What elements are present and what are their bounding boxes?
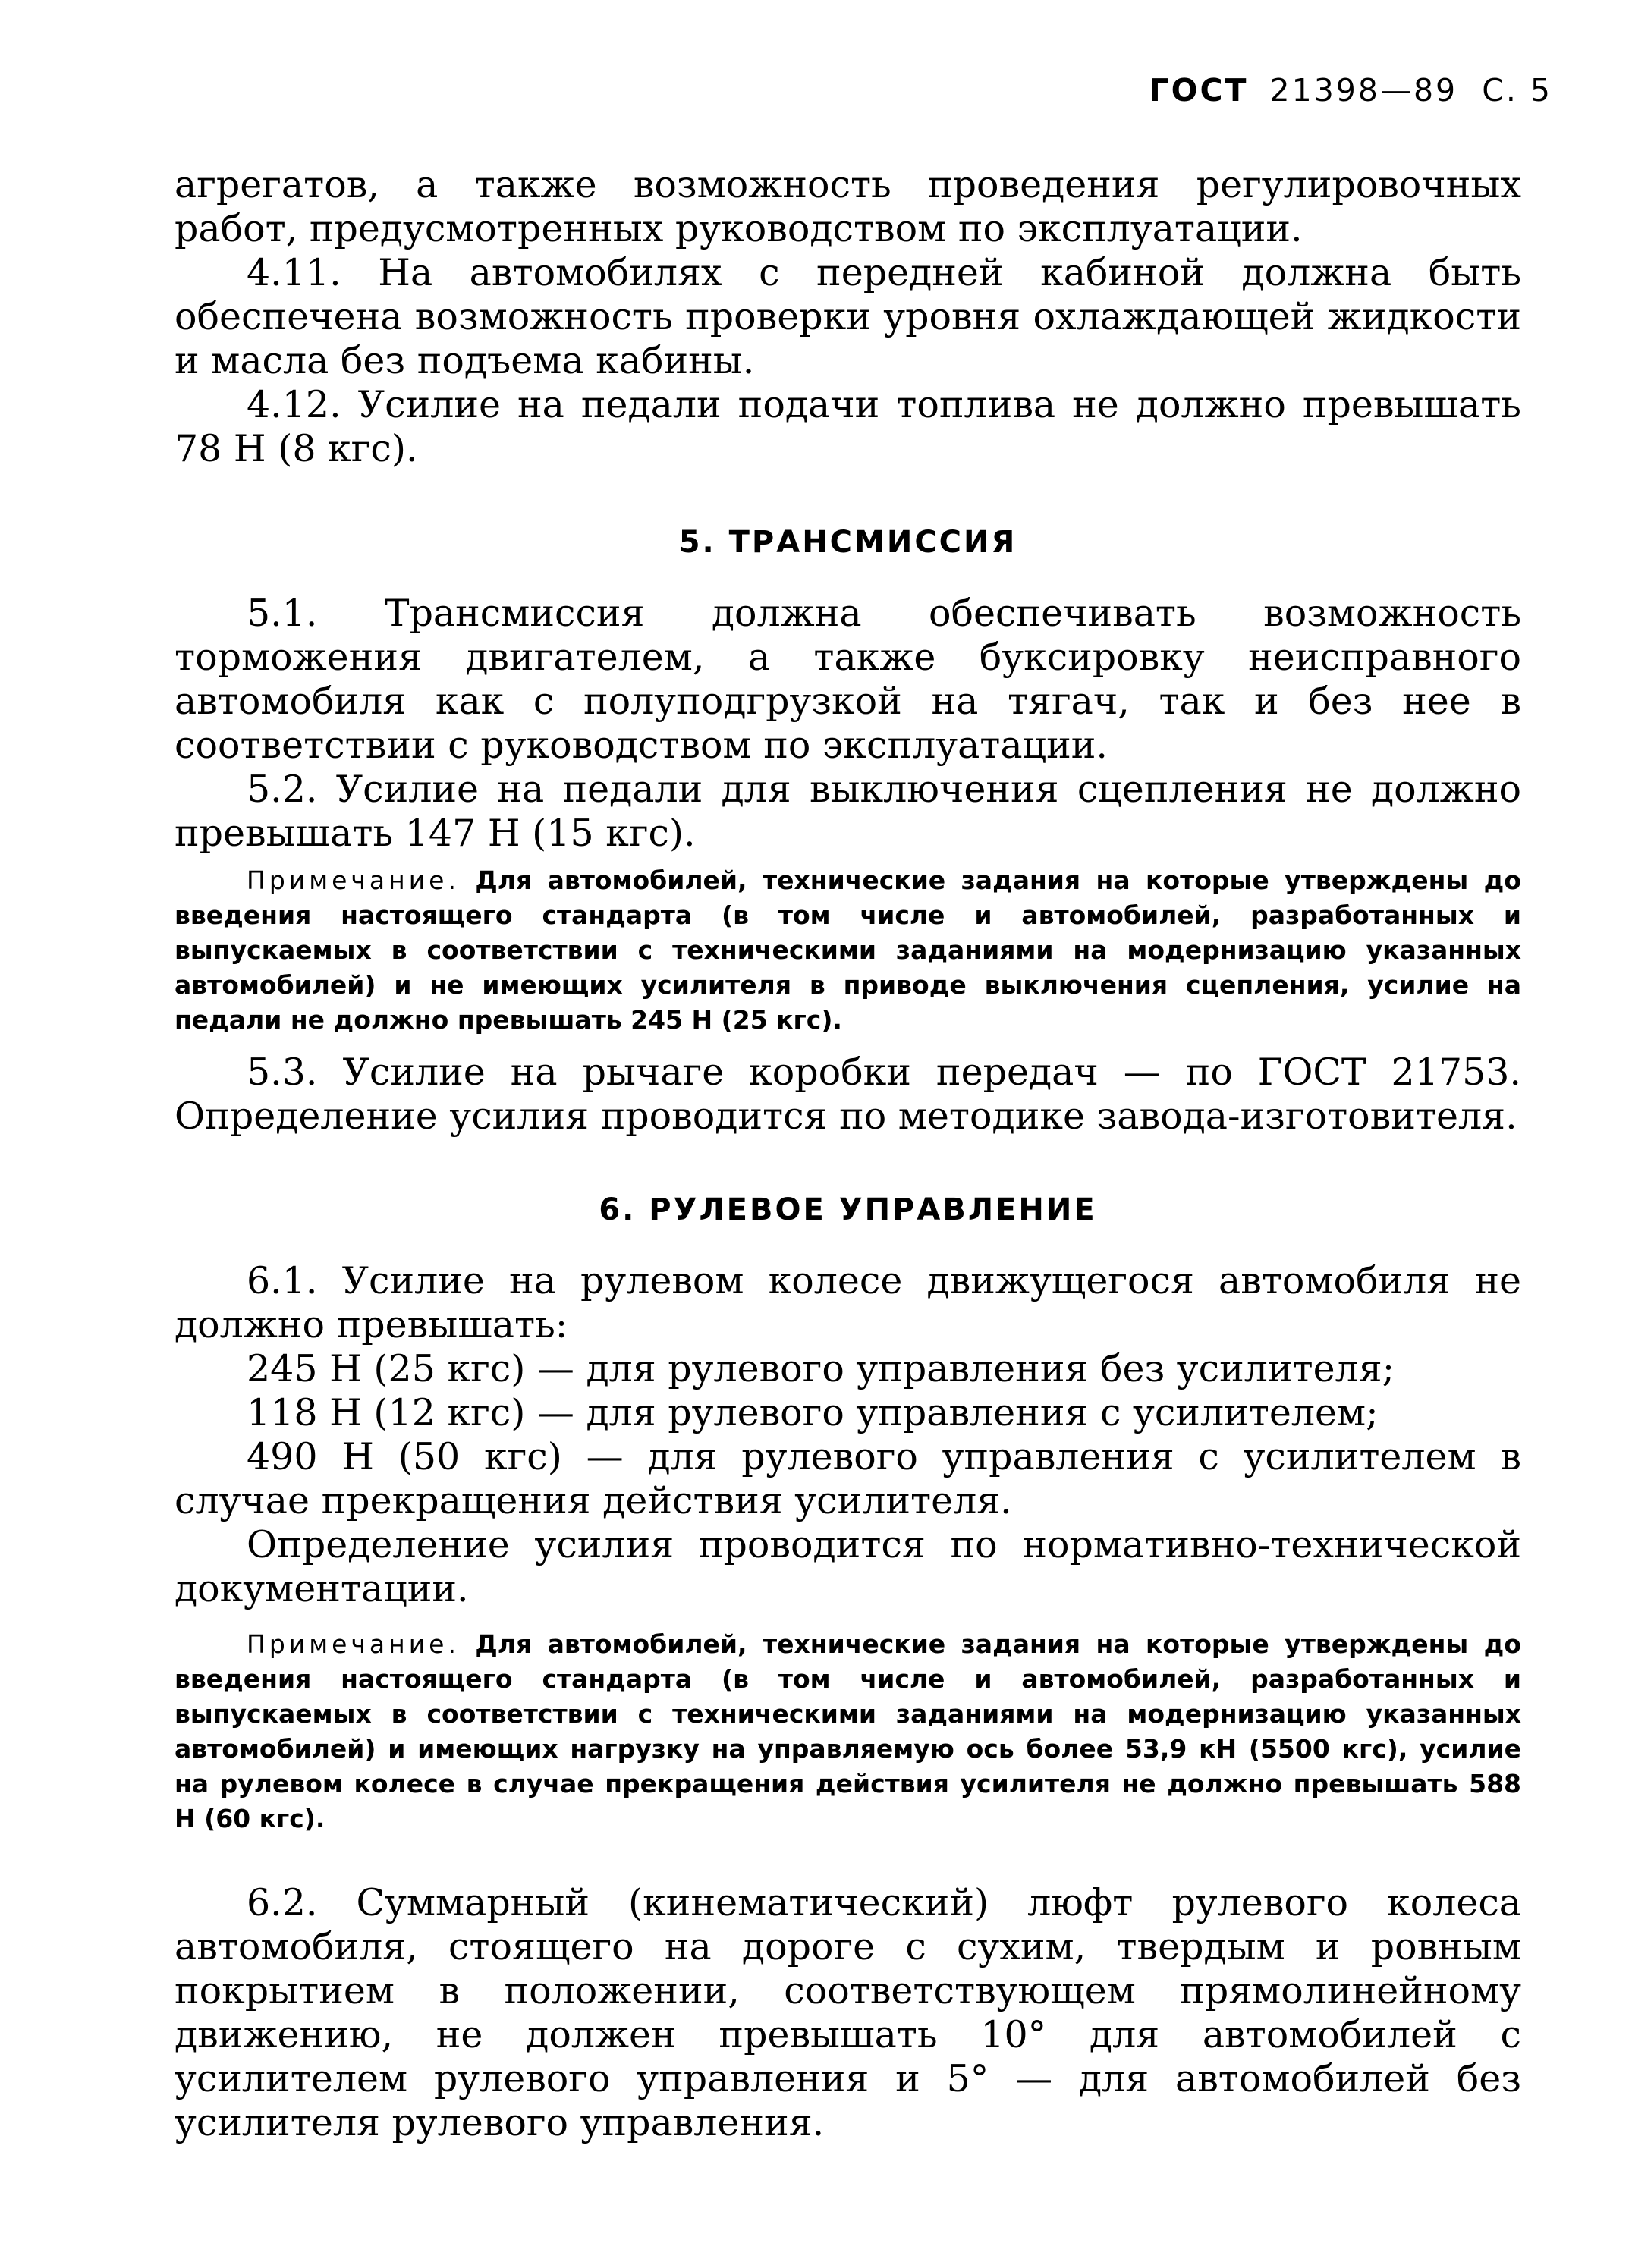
header-page-number: С. 5 (1482, 72, 1552, 108)
note-5-2 (175, 863, 1521, 1038)
paragraph-5-1: 5.1. Трансмиссия должна обеспечивать возможность торможения двигателем, а также буксировку неисправного автомобиля как с полуподгрузкой на тягач, так и без нее в соответствии с руководством по эксплуатации. (175, 592, 1521, 767)
note-text: Для автомобилей, технические задания на которые утверждены до введения настоящего стандарта (в том числе и автомобилей, разработанных и выпускаемых в соответствии с техническими заданиями на модернизацию указанных автомобилей) и не имеющих усилителя в приводе выключения сцепления, усилие на педали не должно превышать 245 Н (25 кгс). (175, 865, 1521, 1035)
paragraph-4-12: 4.12. Усилие на педали подачи топлива не должно превышать 78 Н (8 кгс). (175, 383, 1521, 470)
section-6-body (175, 1259, 1521, 1611)
header-standard-number: 21398—89 (1269, 72, 1458, 108)
paragraph-5-3-block (175, 1051, 1521, 1139)
paragraph-4-11: 4.11. На автомобилях с передней кабиной должна быть обеспечена возможность проверки уровня охлаждающей жидкости и масла без подъема кабины. (175, 251, 1521, 382)
list-item: 490 Н (50 кгс) — для рулевого управления с усилителем в случае прекращения действия усилителя. (175, 1435, 1521, 1522)
paragraph-6-2: 6.2. Суммарный (кинематический) люфт рулевого колеса автомобиля, стоящего на дороге с сухим, твердым и ровным покрытием в положении, соответствующем прямолинейному движению, не должен превышать 10° для автомобилей с усилителем рулевого управления и 5° — для автомобилей без усилителя рулевого управления. (175, 1881, 1521, 2144)
note-6-1 (175, 1627, 1521, 1836)
section-4-continuation (175, 163, 1521, 471)
paragraph-definition: Определение усилия проводится по нормативно-технической документации. (175, 1523, 1521, 1610)
paragraph-5-2: 5.2. Усилие на педали для выключения сцепления не должно превышать 147 Н (15 кгс). (175, 768, 1521, 855)
paragraph-continuation: агрегатов, а также возможность проведения регулировочных работ, предусмотренных руководством по эксплуатации. (175, 163, 1521, 250)
paragraph-6-1: 6.1. Усилие на рулевом колесе движущегося автомобиля не должно превышать: (175, 1259, 1521, 1346)
note-label: Примечание. (247, 865, 460, 895)
section-5-title: 5. ТРАНСМИССИЯ (678, 525, 1017, 560)
note-text: Для автомобилей, технические задания на которые утверждены до введения настоящего стандарта (в том числе и автомобилей, разработанных и выпускаемых в соответствии с техническими заданиями на модернизацию указанных автомобилей) и имеющих нагрузку на управляемую ось более 53,9 кН (5500 кгс), усилие на рулевом колесе в случае прекращения действия усилителя не должно превышать 588 Н (60 кгс). (175, 1629, 1521, 1833)
page-header (1149, 72, 1552, 108)
list-item: 118 Н (12 кгс) — для рулевого управления с усилителем; (247, 1391, 1379, 1434)
header-standard-label: ГОСТ (1149, 72, 1249, 108)
list-item: 245 Н (25 кгс) — для рулевого управления без усилителя; (247, 1347, 1395, 1390)
paragraph-6-2-block (175, 1881, 1521, 2145)
section-6-title: 6. РУЛЕВОЕ УПРАВЛЕНИЕ (599, 1192, 1097, 1227)
section-5-body (175, 592, 1521, 856)
note-label: Примечание. (247, 1629, 460, 1659)
paragraph-5-3: 5.3. Усилие на рычаге коробки передач — по ГОСТ 21753. Определение усилия проводится по методике завода-изготовителя. (175, 1051, 1521, 1138)
